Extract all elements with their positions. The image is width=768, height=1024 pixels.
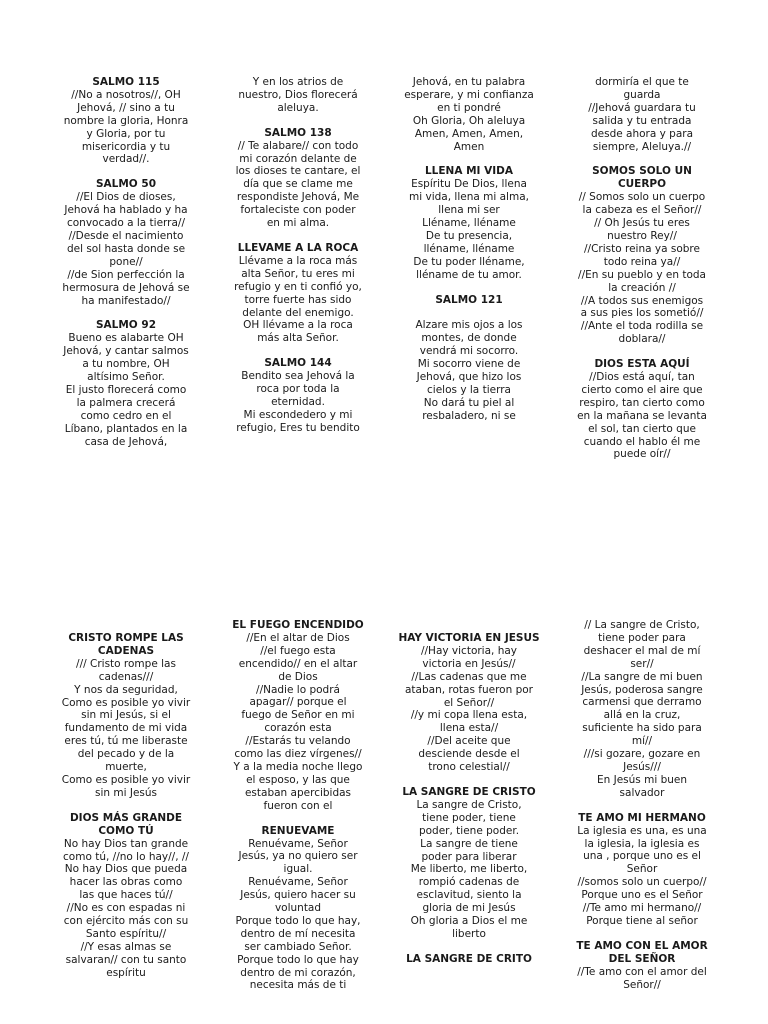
lyric-line: voluntad (274, 902, 322, 915)
lyric-line: en mi alma. (266, 217, 330, 230)
lyric-line: lléname, lléname (423, 242, 515, 255)
lyric-line: Porque uno es el Señor (581, 889, 703, 902)
lyric-line: rompió cadenas de (418, 876, 520, 889)
song-title: DIOS MÁS GRANDE COMO TÚ (69, 811, 183, 837)
lyric-line: nuestro, Dios florecerá (238, 88, 358, 101)
lyric-line: Y nos da seguridad, (74, 683, 178, 696)
lyric-line: dentro de mi corazón, (240, 966, 356, 979)
lyric-line: la cabeza es el Señor// (582, 204, 702, 217)
section-gap (397, 774, 541, 786)
lyric-line: Alzare mis ojos a los (415, 319, 523, 332)
lyric-line: OH llévame a la roca (243, 319, 353, 332)
lyric-line: dentro de mí necesita (240, 927, 356, 940)
lyric-line: Señor// (623, 978, 661, 991)
lyric-line: refugio, Eres tu bendito (236, 421, 360, 434)
lyric-line: De tu presencia, (425, 229, 513, 242)
lyric-line: llena mi ser (438, 204, 500, 217)
lyric-line: fortaleciste con poder (240, 204, 356, 217)
lyric-line: Bendito sea Jehová la (241, 370, 355, 383)
lyric-line: //Dios está aquí, tan (589, 371, 695, 384)
lyric-line: La sangre de tiene (420, 837, 518, 850)
song-section (397, 76, 541, 153)
song-section (570, 76, 714, 153)
song-section (226, 242, 370, 345)
lyric-line: Jehová, que hizo los (416, 371, 522, 384)
lyric-line: doblara// (618, 333, 666, 346)
lyric-line: desciende desde el (418, 748, 520, 761)
section-gap (54, 166, 198, 178)
lyric-line: //La sangre de mi buen (581, 670, 703, 683)
song-section (226, 127, 370, 230)
song-title: RENUEVAME (261, 824, 335, 837)
lyric-line: altísimo Señor. (87, 371, 165, 384)
lyric-line: Me liberto, me liberto, (410, 863, 528, 876)
lyric-line: la creación // (608, 281, 676, 294)
lyric-line: refugio y en ti confió yo, (234, 280, 362, 293)
lyric-line: //En el altar de Dios (246, 631, 350, 644)
lyric-line: como cedro en el (80, 409, 172, 422)
lyric-line: estaban apercibidas (244, 786, 352, 799)
lyric-line: //Y esas almas se (80, 940, 172, 953)
lyric-line: cadenas/// (98, 670, 154, 683)
song-title: HAY VICTORIA EN JESUS (398, 632, 540, 644)
lyric-line: los dioses te cantare, el (235, 165, 361, 178)
column (397, 76, 541, 423)
song-section (54, 76, 198, 166)
lyric-line: eternidad. (271, 395, 325, 408)
lyric-line: más alta Señor. (257, 332, 339, 345)
lyric-line: mí// (631, 735, 653, 748)
lyric-line: allá en la cruz, (603, 709, 681, 722)
song-section (226, 619, 370, 813)
lyric-line: carmensi que derramo (582, 696, 702, 709)
lyric-line: encendido// en el altar (238, 657, 358, 670)
lyric-line: montes, de donde (421, 332, 517, 345)
lyric-line: fundamento de mi vida (64, 722, 188, 735)
lyric-line: siempre, Aleluya.// (592, 140, 692, 153)
lyric-line: cielos y la tierra (427, 383, 511, 396)
lyric-line: delante del enemigo. (242, 306, 354, 319)
lyric-line: el esposo, y las que (246, 773, 350, 786)
song-title: LLEVAME A LA ROCA (237, 241, 359, 254)
lyric-line: ha manifestado// (81, 294, 171, 307)
song-title: LLENA MI VIDA (424, 165, 513, 178)
lyric-line: //de Sion perfección la (67, 268, 185, 281)
lyric-line: La iglesia es una, es una (577, 824, 707, 837)
song-section (397, 294, 541, 423)
lyric-line: La sangre de Cristo, (416, 798, 522, 811)
lyric-line: salvador (619, 786, 665, 799)
lyric-line: //No a nosotros//, OH (71, 88, 181, 101)
song-section (570, 940, 714, 992)
lyric-line: hacer las obras como (69, 876, 183, 889)
lyric-line: cierto como el aire que (581, 383, 703, 396)
lyric-line: gloria de mi Jesús (422, 902, 516, 915)
lyric-line: Señor (626, 863, 658, 876)
column (54, 76, 198, 448)
lyric-line: //El Dios de dioses, (76, 191, 176, 204)
lyric-line: mi corazón delante de (239, 152, 357, 165)
lyric-line: trono celestial// (428, 761, 510, 774)
song-section (570, 358, 714, 461)
lyric-line: como las diez vírgenes// (234, 748, 362, 761)
song-title: DIOS ESTA AQUÍ (594, 358, 690, 371)
lyric-line: Jesús, quiero hacer su (240, 889, 356, 902)
lyric-line: //y mi copa llena esta, (410, 709, 528, 722)
lyric-line: //el fuego esta (260, 644, 336, 657)
section-gap (570, 800, 714, 812)
section-gap (397, 941, 541, 953)
lyric-line: salida y tu entrada (592, 114, 692, 127)
lyric-line: No hay Dios tan grande (63, 837, 189, 850)
lyric-line: guarda (623, 88, 661, 101)
song-title: SOMOS SOLO UN CUERPO (592, 165, 692, 191)
lyric-line: Y a la media noche llego (233, 760, 363, 773)
lyric-line: /// Cristo rompe las (76, 657, 176, 670)
lyric-line: poder para liberar (421, 850, 517, 863)
lyric-line: Espíritu De Dios, llena (411, 178, 527, 191)
song-section (397, 632, 541, 774)
lyric-line: Santo espíritu// (85, 927, 167, 940)
lyric-line: //Te amo mi hermano// (582, 902, 702, 915)
lyric-line: ser// (630, 657, 654, 670)
lyric-line: Mi socorro viene de (417, 358, 521, 371)
section-gap (570, 346, 714, 358)
lyric-line: la palmera crecerá (76, 396, 176, 409)
lyric-line: //Nadie lo podrá (256, 683, 340, 696)
lyric-line: Amen, Amen, Amen, (414, 127, 524, 140)
lyric-line: y Gloria, por tu (86, 127, 166, 140)
lyric-line: //Jehová guardara tu (588, 101, 696, 114)
lyric-line: desde ahora y para (590, 127, 694, 140)
lyric-line: las que haces tú// (79, 889, 173, 902)
lyric-line: //Del aceite que (427, 735, 511, 748)
lyric-line: a tu nombre, OH (82, 358, 170, 371)
lyric-line: como tú, //no lo hay//, // (63, 850, 189, 863)
lyric-line: torre fuerte has sido (244, 293, 352, 306)
lyric-line: en la mañana se levanta (577, 409, 707, 422)
song-section (570, 812, 714, 928)
lyric-line: roca por toda la (256, 383, 340, 396)
lyric-line: respiro, tan cierto como (579, 396, 705, 409)
lyric-line: sin mi Jesús, si el (81, 709, 171, 722)
song-title: LA SANGRE DE CRITO (406, 952, 532, 965)
lyric-line: No dará tu piel al (423, 396, 515, 409)
lyric-line: ser cambiado Señor. (244, 940, 352, 953)
lyric-line: corazón esta (264, 722, 332, 735)
lyric-line: muerte, (105, 761, 147, 774)
song-title: TE AMO CON EL AMOR DEL SEÑOR (576, 939, 708, 965)
song-section (226, 76, 370, 115)
lyric-line: Porque todo lo que hay, (235, 914, 361, 927)
lyric-line: del pecado y de la (77, 748, 175, 761)
song-title: SALMO 115 (92, 76, 160, 88)
song-title: CRISTO ROMPE LAS CADENAS (68, 632, 184, 657)
lyric-line: No hay Dios que pueda (64, 863, 188, 876)
lyric-line: de Dios (278, 670, 318, 683)
lyric-line: día que se clame me (243, 178, 353, 191)
lyric-line: Jesús, poderosa sangre (581, 683, 703, 696)
lyric-line: //Hay victoria, hay (420, 644, 518, 657)
lyric-line: deshacer el mal de mí (583, 644, 701, 657)
lyric-line: sin mi Jesús (94, 786, 157, 799)
lyric-line: ataban, rotas fueron por (404, 683, 533, 696)
lyric-line: Porque tiene al señor (586, 914, 698, 927)
song-section (226, 825, 370, 993)
song-title: TE AMO MI HERMANO (578, 811, 706, 824)
lyric-line: el Señor// (443, 696, 495, 709)
lyric-line: liberto (452, 927, 486, 940)
section-gap (570, 153, 714, 165)
section-gap (54, 800, 198, 812)
lyric-line (397, 307, 541, 320)
lyric-line: //Te amo con el amor del (577, 965, 707, 978)
song-section (570, 619, 714, 800)
section-gap (54, 307, 198, 319)
lyric-line: llena esta// (439, 722, 499, 735)
column (570, 619, 714, 991)
lyric-line: //A todos sus enemigos (580, 294, 704, 307)
column (54, 632, 198, 980)
song-title: SALMO 92 (95, 319, 157, 332)
lyric-line: Jehová ha hablado y ha (64, 204, 188, 217)
lyric-line: Bueno es alabarte OH (68, 332, 184, 345)
lyric-line: a sus pies los sometió// (580, 307, 704, 320)
lyric-line: // La sangre de Cristo, (584, 619, 700, 631)
lyric-line: con ejército más con su (63, 915, 189, 928)
song-title: SALMO 121 (435, 293, 503, 306)
lyric-line: Renuévame, Señor (248, 876, 348, 889)
song-section (54, 812, 198, 980)
lyric-line: fueron con el (263, 799, 333, 812)
lyric-line: //En su pueblo y en toda (578, 268, 706, 281)
song-section (226, 357, 370, 434)
lyric-line: alta Señor, tu eres mi (241, 267, 355, 280)
lyric-line: respondiste Jehová, Me (236, 191, 360, 204)
lyric-line: ///si gozare, gozare en (583, 748, 701, 761)
lyric-line: Líbano, plantados en la (64, 422, 188, 435)
lyric-line: aleluya. (277, 101, 319, 114)
lyric-line: // Somos solo un cuerpo (578, 191, 706, 204)
lyric-line: eres tú, tú me liberaste (64, 735, 188, 748)
song-section (570, 165, 714, 346)
lyric-line: tiene poder para (598, 631, 686, 644)
song-section (54, 319, 198, 448)
lyric-line: el sol, tan cierto que (588, 422, 696, 435)
lyric-line: salvaran// con tu santo (65, 953, 187, 966)
lyric-line: Oh Gloria, Oh aleluya (412, 114, 526, 127)
lyric-line: misericordia y tu (81, 140, 171, 153)
song-section (397, 953, 541, 966)
lyric-line: en ti pondré (437, 101, 501, 114)
song-title: EL FUEGO ENCENDIDO (232, 619, 364, 631)
lyric-line: esperare, y mi confianza (404, 88, 534, 101)
lyric-line: De tu poder lléname, (413, 255, 525, 268)
lyric-line: mi vida, llena mi alma, (409, 191, 529, 204)
lyric-line: necesita más de ti (249, 979, 347, 992)
lyric-line: // Oh Jesús tu eres (594, 217, 690, 230)
lyric-line: Mi escondedero y mi (243, 408, 353, 421)
lyric-line: Porque todo lo que hay (237, 953, 359, 966)
lyric-line: cuando el hablo él me (583, 435, 701, 448)
lyric-line: poder, tiene poder. (418, 824, 520, 837)
lyric-line: espíritu (106, 966, 146, 979)
lyric-line: Lléname, lléname (422, 217, 516, 230)
lyric-line: //Ante el toda rodilla se (580, 320, 704, 333)
column (397, 632, 541, 966)
lyric-line: //No es con espadas ni (66, 902, 186, 915)
lyric-line: //Desde el nacimiento (68, 229, 184, 242)
section-gap (226, 813, 370, 825)
song-title: LA SANGRE DE CRISTO (402, 785, 536, 798)
lyric-line: Jehová, y cantar salmos (63, 345, 189, 358)
lyric-line: El justo florecerá como (65, 383, 187, 396)
column (226, 76, 370, 435)
section-gap (570, 928, 714, 940)
lyric-line: //Las cadenas que me (411, 670, 527, 683)
lyric-line: Jesús, ya no quiero ser (238, 850, 358, 863)
song-title: SALMO 144 (264, 357, 332, 370)
lyric-line: la iglesia, la iglesia es (584, 837, 700, 850)
column (570, 76, 714, 461)
lyric-line: Oh gloria a Dios el me (410, 915, 528, 928)
song-title: SALMO 50 (95, 178, 157, 191)
lyric-line: suficiente ha sido para (582, 722, 702, 735)
lyric-line: todo reina ya// (603, 255, 681, 268)
lyric-line: Como es posible yo vivir (61, 773, 191, 786)
lyric-line: una , porque uno es el (583, 850, 701, 863)
lyric-line: nuestro Rey// (607, 229, 677, 242)
lyric-line: // Te alabare// con todo (237, 139, 359, 152)
lyric-line: //Estarás tu velando (245, 735, 351, 748)
lyric-line: tiene poder, tiene (422, 811, 516, 824)
section-gap (226, 115, 370, 127)
lyric-line: del sol hasta donde se (66, 242, 186, 255)
lyric-line: Jehová, en tu palabra (412, 76, 526, 88)
lyric-line: fuego de Señor en mi (241, 709, 355, 722)
lyric-line: casa de Jehová, (84, 435, 168, 448)
lyric-line: verdad//. (102, 153, 150, 166)
song-section (54, 178, 198, 307)
lyric-line: pone// (109, 255, 143, 268)
lyric-line: Llévame a la roca más (238, 254, 358, 267)
lyric-line: vendrá mi socorro. (419, 345, 519, 358)
lyric-line: dormiría el que te (595, 76, 689, 88)
lyric-line: victoria en Jesús// (422, 657, 516, 670)
column (226, 619, 370, 992)
song-section (397, 786, 541, 941)
lyric-line: Amen (453, 140, 485, 153)
lyric-line: Renuévame, Señor (248, 837, 348, 850)
song-title: SALMO 138 (264, 126, 332, 139)
lyric-line: esclavitud, siento la (416, 889, 522, 902)
section-gap (397, 153, 541, 165)
lyric-line: Como es posible yo vivir (61, 696, 191, 709)
section-gap (397, 282, 541, 294)
lyric-line: //somos solo un cuerpo// (577, 876, 707, 889)
lyric-line: En Jesús mi buen (596, 773, 688, 786)
lyric-line: nombre la gloria, Honra (63, 114, 189, 127)
song-section (397, 165, 541, 281)
song-section (54, 632, 198, 800)
lyric-line: igual. (283, 863, 313, 876)
lyric-line: convocado a la tierra// (66, 217, 186, 230)
lyric-line: resbaladero, ni se (422, 409, 516, 422)
lyric-line: lléname de tu amor. (416, 268, 522, 281)
lyric-line: Y en los atrios de (252, 76, 344, 88)
section-gap (226, 345, 370, 357)
lyric-line: Jesús/// (623, 760, 661, 773)
lyric-line: hermosura de Jehová se (62, 281, 190, 294)
lyric-line: puede oír// (613, 448, 671, 461)
lyric-line: Jehová, // sino a tu (77, 101, 175, 114)
lyric-line: apagar// porque el (249, 696, 347, 709)
section-gap (226, 230, 370, 242)
lyric-line: //Cristo reina ya sobre (584, 242, 700, 255)
